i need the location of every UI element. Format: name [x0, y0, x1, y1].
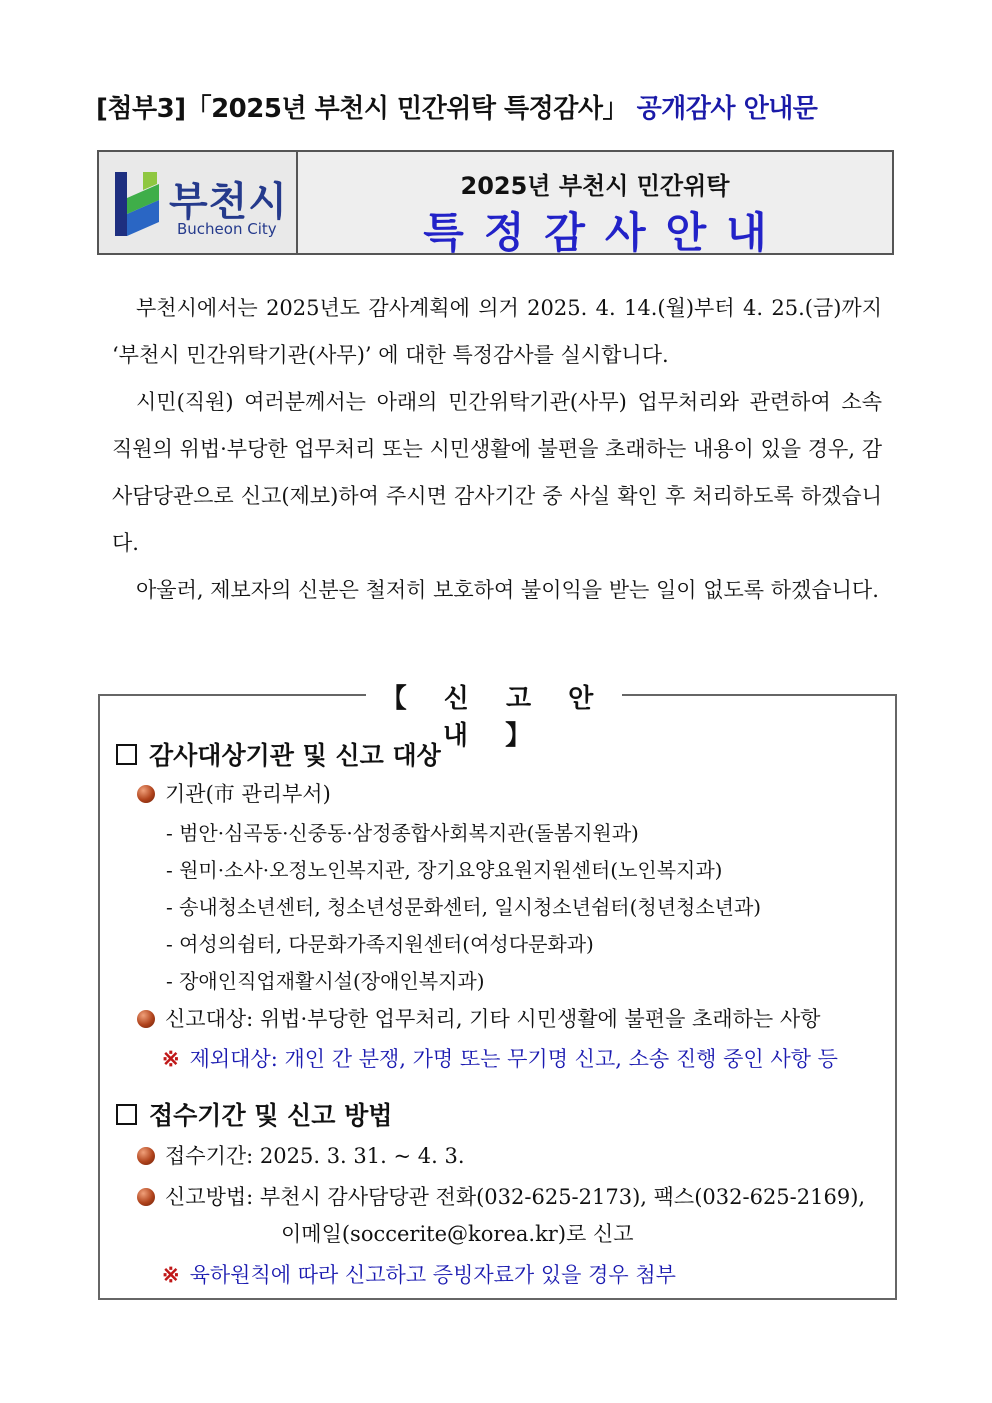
bullet-report-target — [137, 1003, 820, 1033]
document-heading — [96, 88, 817, 125]
org-item: - 장애인직업재활시설(장애인복지과) — [166, 969, 485, 993]
report-target: 신고대상: 위법·부당한 업무처리, 기타 시민생활에 불편을 초래하는 사항 — [165, 1007, 821, 1031]
org-item: - 범안·심곡동·신중동·삼정종합사회복지관(돌봄지원과) — [166, 821, 639, 845]
bullet-org-label — [137, 778, 331, 808]
report-method: 신고방법: 부천시 감사담당관 전화(032-625-2173), 팩스(032-625-2169), — [165, 1185, 866, 1209]
intro-text — [112, 285, 882, 614]
intro-paragraph-3: 아울러, 제보자의 신분은 철저히 보호하여 불이익을 받는 일이 없도록 하겠습니다. — [136, 578, 879, 602]
method-note — [162, 1259, 676, 1289]
logo-text-korean: 부천시 — [169, 179, 288, 225]
logo-text-english: Bucheon City — [177, 220, 277, 238]
reception-period: 접수기간: 2025. 3. 31. ~ 4. 3. — [165, 1144, 465, 1168]
note-mark: ※ — [162, 1046, 180, 1071]
logo-cell — [99, 152, 298, 253]
header-title: 특정감사안내 — [423, 208, 787, 257]
note-mark: ※ — [162, 1262, 180, 1287]
report-method-continued: 이메일(soccerite@korea.kr)로 신고 — [281, 1222, 634, 1246]
bullet-period — [137, 1140, 465, 1170]
section-1-heading — [116, 736, 441, 772]
intro-paragraph-1: 부천시에서는 2025년도 감사계획에 의거 2025. 4. 14.(월)부터 4. 25.(금)까지 ‘부천시 민간위탁기관(사무)’ 에 대한 특정감사를 실시합니다. — [112, 296, 882, 367]
bucheon-logo-icon — [113, 170, 161, 240]
section-1-title: 감사대상기관 및 신고 대상 — [149, 741, 441, 770]
heading-suffix: 공개감사 안내문 — [636, 94, 818, 124]
org-label: 기관(市 관리부서) — [165, 782, 331, 806]
section-2-title: 접수기간 및 신고 방법 — [149, 1101, 393, 1130]
exclusion-note — [162, 1043, 838, 1073]
header-subtitle: 2025년 부천시 민간위탁 — [460, 172, 730, 200]
bullet-dot-icon — [137, 1188, 155, 1206]
header-box — [97, 150, 894, 255]
checkbox-square-icon — [116, 1104, 137, 1125]
section-2-heading — [116, 1096, 392, 1132]
heading-prefix: [첨부3]「2025년 부천시 민간위탁 특정감사」 — [96, 94, 628, 124]
exclusion-note-text: 제외대상: 개인 간 분쟁, 가명 또는 무기명 신고, 소송 진행 중인 사항 등 — [189, 1047, 838, 1071]
bullet-method — [137, 1181, 865, 1211]
bullet-dot-icon — [137, 785, 155, 803]
bullet-dot-icon — [137, 1147, 155, 1165]
checkbox-square-icon — [116, 744, 137, 765]
org-item: - 송내청소년센터, 청소년성문화센터, 일시청소년쉼터(청년청소년과) — [166, 895, 762, 919]
method-note-text: 육하원칙에 따라 신고하고 증빙자료가 있을 경우 첨부 — [189, 1263, 676, 1287]
intro-paragraph-2: 시민(직원) 여러분께서는 아래의 민간위탁기관(사무) 업무처리와 관련하여 소속 직원의 위법·부당한 업무처리 또는 시민생활에 불편을 초래하는 내용이 있을 경우, 감사담당관으로 신고(제보)하여 주시면 감사기간 중 사실 확인 후 처리하도록 하겠습니다. — [112, 390, 882, 555]
report-guide-title: 【 신 고 안 내 】 — [380, 684, 608, 751]
title-cell — [298, 152, 892, 257]
org-item: - 여성의쉼터, 다문화가족지원센터(여성다문화과) — [166, 932, 594, 956]
org-item: - 원미·소사·오정노인복지관, 장기요양요원지원센터(노인복지과) — [166, 858, 723, 882]
bullet-dot-icon — [137, 1010, 155, 1028]
